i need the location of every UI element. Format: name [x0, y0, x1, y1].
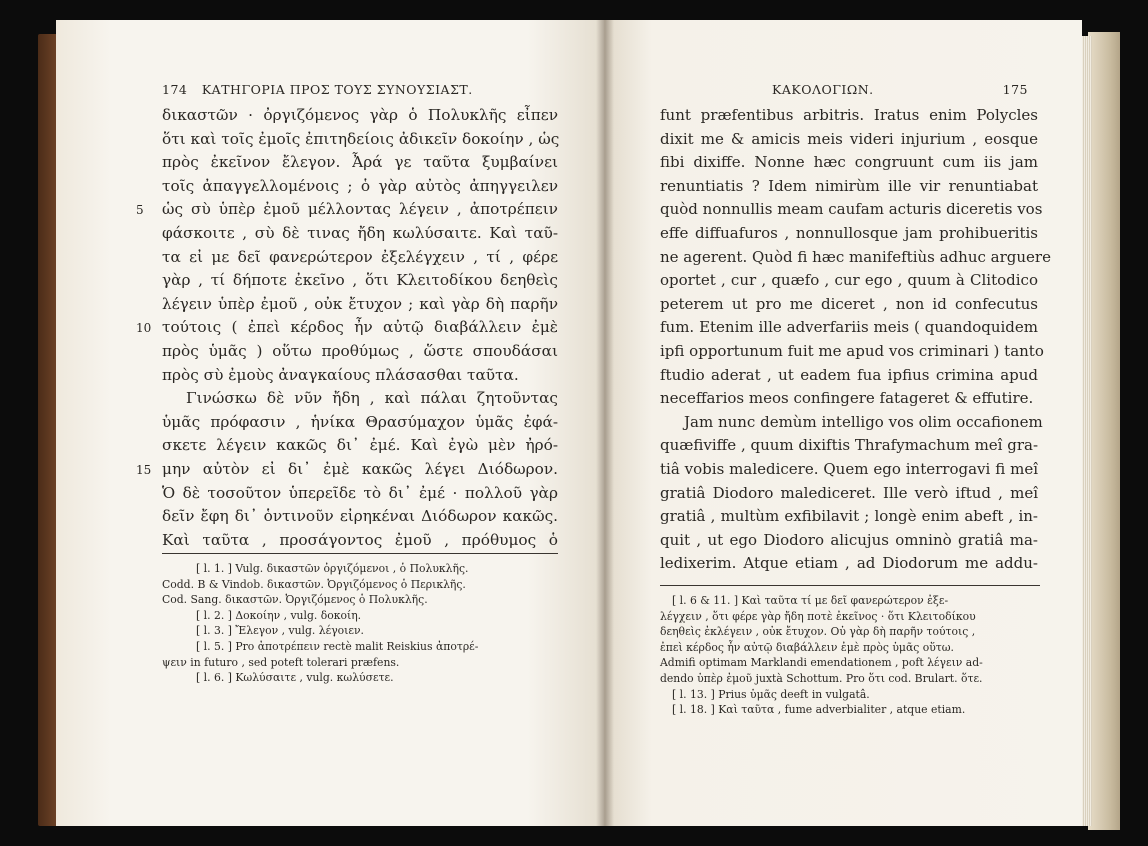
line-number: 10	[136, 321, 152, 336]
footnote: [ l. 6 & 11. ] Καὶ ταῦτα τί με δεῖ φανερώτερον ἐξε-	[672, 594, 949, 607]
text-line: δικαστῶν · ὀργιζόμενος γὰρ ὁ Πολυκλῆς εἶπεν	[162, 106, 558, 124]
footnote-divider	[162, 553, 558, 554]
text-line: πρὸς ἐκεῖνον ἔλεγον. Ἆρά γε ταῦτα ξυμβαίνει	[162, 153, 558, 172]
text-line: dixit me & amicis meis videri injurium , eosque	[660, 129, 1038, 148]
footnote: δεηθεὶς ἐκλέγειν , οὐκ ἔτυχον. Οὐ γὰρ δὴ παρῆν τούτοις ,	[660, 625, 976, 639]
text-line: Jam nunc demùm intelligo vos olim occafionem	[684, 412, 1043, 431]
left-page	[56, 20, 604, 826]
footnote: [ l. 1. ] Vulg. δικαστῶν ὀργιζόμενοι , ὁ Πολυκλῆς.	[196, 562, 469, 575]
text-line: γὰρ , τί δήποτε ἐκεῖνο , ὅτι Κλειτοδίκου δεηθεὶς	[162, 271, 558, 290]
text-line: fum. Etenim ille adverfariis meis ( quandoquidem	[660, 318, 1038, 337]
text-line: 15 μην αὐτὸν εἰ δι᾽ ἐμὲ κακῶς λέγει Διόδωρον.	[162, 458, 558, 482]
text-line: λέγειν ὑπὲρ ἐμοῦ , οὐκ ἔτυχον ; καὶ γὰρ δὴ παρῆν	[162, 294, 558, 313]
text-line: quæfiviffe , quum dixiftis Thrafymachum meî gra-	[660, 436, 1039, 455]
footnote: Cod. Sang. δικαστῶν. Ὀργιζόμενος ὁ Πολυκλῆς.	[162, 593, 428, 607]
text-line: Γινώσκω δὲ νῦν ἤδη , καὶ πάλαι ζητοῦντας	[186, 389, 558, 408]
text-line: fibi dixiffe. Nonne hæc congruunt cum iis jam	[660, 153, 1038, 172]
book-gutter	[596, 20, 614, 826]
footnote: [ l. 6. ] Κωλύσαιτε , vulg. κωλύσετε.	[196, 671, 394, 685]
text-line: ftudio aderat , ut eadem fua ipfius crimina apud	[660, 365, 1038, 384]
text-line: ne agerent. Quòd fi hæc manifeftiùs adhuc arguere	[660, 247, 1051, 266]
footnote: [ l. 3. ] Ἔλεγον , vulg. λέγοιεν.	[196, 624, 364, 638]
left-main-text	[136, 104, 560, 552]
footnote: ἐπεὶ κέρδος ἦν αὐτῷ διαβάλλειν ἐμὲ πρὸς ὑμᾶς οὕτω.	[660, 640, 954, 654]
footnote: [ l. 13. ] Prius ὑμᾶς deeft in vulgatâ.	[672, 687, 870, 701]
running-head-right: ΚΑΚΟΛΟΓΙΩΝ.	[772, 82, 874, 97]
text-line: φάσκοιτε , σὺ δὲ τινας ἤδη κωλύσαιτε. Καὶ ταῦ-	[162, 223, 558, 242]
text-line: Καὶ ταῦτα , προσάγοντος ἐμοῦ , πρόθυμος ὁ	[162, 530, 558, 549]
text-line: πρὸς σὺ ἐμοὺς ἀναγκαίους πλάσασθαι ταῦτα.	[162, 365, 519, 384]
book-cover-right	[1088, 32, 1120, 830]
footnote: [ l. 18. ] Καὶ ταῦτα , fume adverbialiter , atque etiam.	[672, 703, 966, 717]
text-line: gratiâ , multùm exfibilavit ; longè enim abeft , in-	[660, 507, 1038, 526]
right-main-text	[660, 104, 1051, 576]
text-line: πρὸς ὑμᾶς ) οὕτω προθύμως , ὥστε σπουδάσαι	[162, 341, 558, 360]
right-footnotes	[660, 593, 1040, 718]
text-line: τοῖς ἀπαγγελλομένοις ; ὁ γὰρ αὐτὸς ἀπηγγειλεν	[162, 176, 558, 195]
text-line: effe diffuafuros , nonnullosque jam prohibueritis	[660, 223, 1038, 242]
text-line: gratiâ Diodoro malediceret. Ille verò iftud , meî	[660, 483, 1038, 502]
footnote: [ l. 2. ] Δοκοίην , vulg. δοκοίη.	[196, 608, 362, 622]
text-line: peterem ut pro me diceret , non id confecutus	[660, 294, 1038, 313]
left-footnotes	[162, 561, 558, 686]
text-line: ledixerim. Atque etiam , ad Diodorum me addu-	[660, 554, 1038, 573]
text-line: Ὁ δὲ τοσοῦτον ὑπερεῖδε τὸ δι᾽ ἐμέ · πολλοῦ γὰρ	[162, 483, 558, 502]
text-line: funt præfentibus arbitris. Iratus enim Polycles	[660, 106, 1038, 124]
text-line: quit , ut ego Diodoro alicujus omninò gratiâ ma-	[660, 530, 1038, 549]
text-line: ipfi opportunum fuit me apud vos criminari ) tanto	[660, 341, 1044, 360]
text-line: neceffarios meos confingere fatageret & effutire.	[660, 389, 1034, 408]
footnote: dendo ὑπὲρ ἐμοῦ juxtà Schottum. Pro ὅτι cod. Brulart. ὅτε.	[660, 671, 983, 685]
text-line: ὅτι καὶ τοῖς ἐμοῖς ἐπιτηδείοις ἀδικεῖν δοκοίην , ὡς	[162, 129, 560, 148]
text-line: oportet , cur , quæfo , cur ego , quum à Clitodico	[660, 271, 1038, 290]
footnote: Admifi optimam Marklandi emendationem , poft λέγειν ad-	[660, 656, 983, 670]
text-line: 10 τούτοις ( ἐπεὶ κέρδος ἦν αὐτῷ διαβάλλειν ἐμὲ	[162, 316, 558, 340]
footnote: Codd. B & Vindob. δικαστῶν. Ὀργιζόμενος ὁ Περικλῆς.	[162, 577, 466, 591]
text-line: σκετε λέγειν κακῶς δι᾽ ἐμέ. Καὶ ἐγὼ μὲν ἠρό-	[162, 436, 558, 455]
footnote: [ l. 5. ] Pro ἀποτρέπειν rectè malit Reiskius ἀποτρέ-	[196, 639, 479, 653]
book-spread	[38, 14, 1120, 836]
text-line: τα εἰ με δεῖ φανερώτερον ἐξελέγχειν , τί , φέρε	[162, 247, 558, 266]
line-number: 15	[136, 462, 152, 477]
footnote-divider	[660, 585, 1040, 586]
page-number-right: 175	[1002, 82, 1028, 97]
page-number-left: 174	[162, 82, 188, 97]
running-head-left: ΚΑΤΗΓΟΡΙΑ ΠΡΟΣ ΤΟΥΣ ΣΥΝΟΥΣΙΑΣΤ.	[201, 82, 473, 97]
footnote: ψειν in futuro , sed poteft tolerari præfens.	[162, 655, 400, 669]
text-line: 5 ὡς σὺ ὑπὲρ ἐμοῦ μέλλοντας λέγειν , ἀποτρέπειν	[162, 198, 558, 222]
left-running-head	[162, 82, 473, 97]
text-line: renuntiatis ? Idem nimirùm ille vir renuntiabat	[660, 176, 1038, 195]
text-line: δεῖν ἔφη δι᾽ ὁντινοῦν εἰρηκέναι Διόδωρον κακῶς.	[162, 507, 558, 526]
footnote: λέγχειν , ὅτι φέρε γὰρ ἤδη ποτὲ ἐκεῖνος · ὅτι Κλειτοδίκου	[660, 609, 976, 623]
text-line: tiâ vobis maledicere. Quem ego interrogavi fi meî	[660, 459, 1038, 478]
text-line: quòd nonnullis meam caufam acturis diceretis vos	[660, 200, 1043, 219]
line-number: 5	[136, 203, 144, 218]
right-page	[604, 20, 1082, 826]
text-line: ὑμᾶς πρόφασιν , ἡνίκα Θρασύμαχον ὑμᾶς ἐφά-	[162, 412, 558, 431]
